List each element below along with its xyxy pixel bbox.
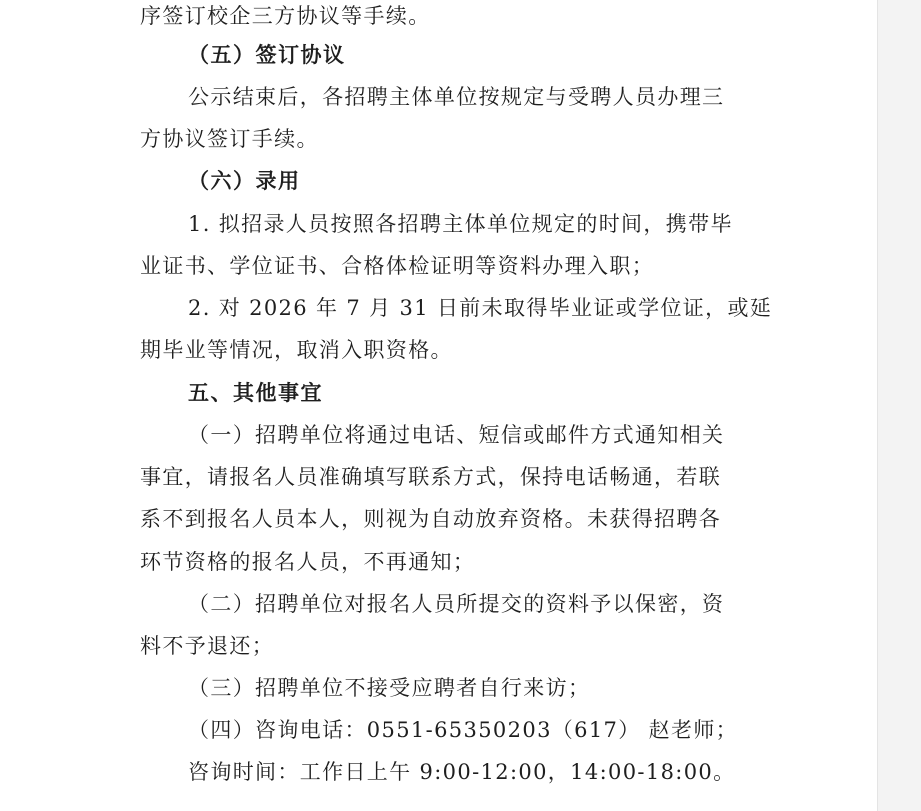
employment-item-2-line-2: 期毕业等情况，取消入职资格。 xyxy=(140,338,453,362)
other-item-3: （三）招聘单位不接受应聘者自行来访； xyxy=(188,676,591,700)
section-heading-sign-agreement: （五）签订协议 xyxy=(188,43,346,67)
viewer-gutter xyxy=(877,0,921,811)
employment-item-2-line-1: 2. 对 2026 年 7 月 31 日前未取得毕业证或学位证，或延 xyxy=(188,296,773,320)
other-item-1-line-2: 事宜，请报名人员准确填写联系方式，保持电话畅通，若联 xyxy=(140,465,722,489)
employment-item-1-line-2: 业证书、学位证书、合格体检证明等资料办理入职； xyxy=(140,254,655,278)
section-heading-employment: （六）录用 xyxy=(188,169,301,193)
other-item-1-line-1: （一）招聘单位将通过电话、短信或邮件方式通知相关 xyxy=(188,423,725,447)
other-item-1-line-4: 环节资格的报名人员，不再通知； xyxy=(140,550,476,574)
other-item-2-line-2: 料不予退还； xyxy=(140,634,275,658)
paragraph-sign-agreement-line-2: 方协议签订手续。 xyxy=(140,127,319,151)
contact-phone: （四）咨询电话：0551-65350203（617） 赵老师； xyxy=(188,718,739,742)
employment-item-1-line-1: 1. 拟招录人员按照各招聘主体单位规定的时间，携带毕 xyxy=(188,212,733,236)
other-item-1-line-3: 系不到报名人员本人，则视为自动放弃资格。未获得招聘各 xyxy=(140,507,722,531)
contact-hours: 咨询时间：工作日上午 9:00-12:00，14:00-18:00。 xyxy=(188,760,736,784)
other-item-2-line-1: （二）招聘单位对报名人员所提交的资料予以保密，资 xyxy=(188,592,725,616)
text-line-continuation: 序签订校企三方协议等手续。 xyxy=(140,4,431,28)
section-heading-other-matters: 五、其他事宜 xyxy=(188,381,323,405)
paragraph-sign-agreement-line-1: 公示结束后，各招聘主体单位按规定与受聘人员办理三 xyxy=(188,85,725,109)
